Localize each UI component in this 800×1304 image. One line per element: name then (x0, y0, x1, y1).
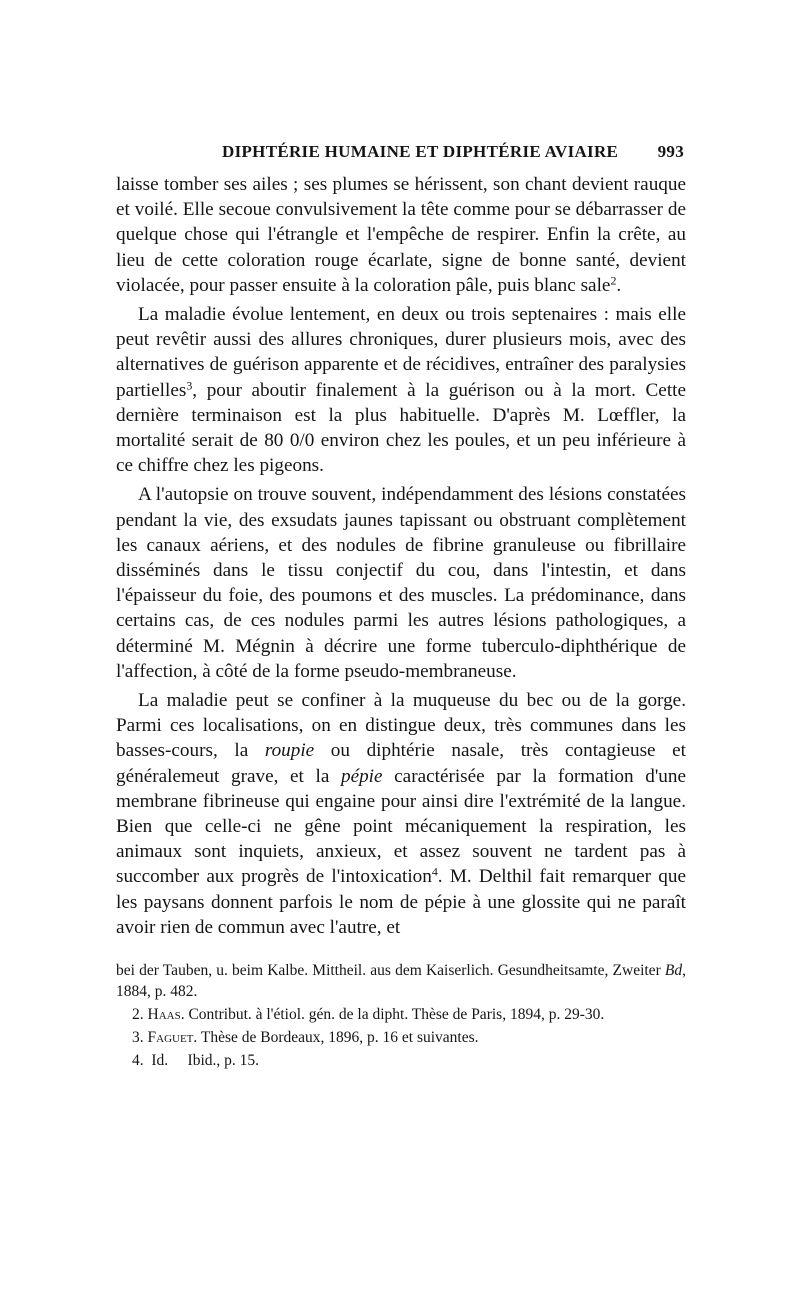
footnote-3-number: 3. (132, 1029, 144, 1047)
paragraph-4-tail: . M. Delthil fait remarquer que les paysans donnent parfois le nom de pépie à une glossite qui ne paraît avoir rien de commun avec l'autre, et (116, 866, 686, 938)
footnote-continuation-text: bei der Tauben, u. beim Kalbe. Mittheil. aus dem Kaiserlich. Gesundheitsamte, Zweiter (116, 962, 665, 980)
paragraph-1 (116, 172, 686, 298)
paragraph-4-text-b: ou diphtérie nasale, très contagieuse et généralemeut grave, et la (116, 740, 686, 787)
footnote-2-author: Haas (147, 1006, 181, 1024)
footnote-3 (116, 1027, 686, 1048)
page-number: 993 (657, 142, 684, 161)
paragraph-4 (116, 688, 686, 940)
paragraph-1-text: laisse tomber ses ailes ; ses plumes se hérissent, son chant devient rauque et voilé. Elle secoue convulsivement la tête comme pour se débarrasser de quelque chose qui l'étrangle et l'empêche de respirer. Enfin la crête, au lieu de cette coloration rouge écarlate, signe de bonne santé, devient violacée, pour passer ensuite à la coloration pâle, puis blanc sale (116, 174, 686, 296)
footnote-ref-2: 2 (610, 273, 617, 288)
main-text (116, 172, 686, 940)
footnote-2-number: 2. (132, 1006, 144, 1024)
term-roupie: roupie (264, 740, 315, 762)
paragraph-1-tail: . (616, 274, 622, 296)
footnote-ref-4: 4 (431, 864, 438, 879)
term-pepie: pépie (340, 765, 383, 787)
footnote-2 (116, 1004, 686, 1025)
footnote-4 (116, 1050, 686, 1071)
running-title: DIPHTÉRIE HUMAINE ET DIPHTÉRIE AVIAIRE (222, 142, 619, 161)
footnote-4-number: 4. (132, 1052, 144, 1070)
footnote-3-author: Faguet (147, 1029, 194, 1047)
paragraph-3-text: A l'autopsie on trouve souvent, indépendamment des lésions constatées pendant la vie, des exsudats jaunes tapissant ou obstruant complètement les canaux aériens, et des nodules de fibrine granuleuse ou fibrillaire disséminés dans le tissu conjectif du cou, dans l'intestin, et dans l'épaisseur du foie, des poumons et des muscles. La prédominance, dans certains cas, de ces nodules parmi les autres lésions pathologiques, a déterminé M. Mégnin à décrire une forme tuberculo-diphthérique de l'affection, à côté de la forme pseudo-membraneuse. (116, 484, 686, 682)
paragraph-4-text-c: caractérisée par la formation d'une membrane fibrineuse qui engaine pour ainsi dire l'extrémité de la langue. Bien que celle-ci ne gêne point mécaniquement la respiration, les animaux sont inquiets, anxieux, et assez souvent ne tardent pas à succomber aux progrès de l'intoxication (116, 765, 686, 888)
paragraph-2 (116, 302, 686, 478)
running-header (116, 140, 686, 166)
footnote-3-text: . Thèse de Bordeaux, 1896, p. 16 et suivantes. (193, 1029, 479, 1047)
paragraph-4-text-a: La maladie peut se confiner à la muqueuse du bec ou de la gorge. Parmi ces localisations, on en distingue deux, très communes dans les basses-cours, la (116, 690, 686, 762)
footnote-2-text: . Contribut. à l'étiol. gén. de la dipht. Thèse de Paris, 1894, p. 29-30. (180, 1006, 605, 1024)
footnote-4-text: Id. Ibid., p. 15. (151, 1052, 260, 1070)
footnote-ref-3: 3 (186, 378, 193, 393)
paragraph-3 (116, 482, 686, 684)
footnote-continuation-end: , 1884, p. 482. (116, 962, 686, 1001)
book-page (116, 140, 686, 1073)
paragraph-2-tail: , pour aboutir finalement à la guérison ou à la mort. Cette dernière terminaison est la plus habituelle. D'après M. Lœffler, la mortalité serait de 80 0/0 environ chez les poules, et un peu inférieure à ce chiffre chez les pigeons. (116, 379, 686, 477)
footnote-continuation-bd: Bd (664, 962, 683, 980)
footnotes (116, 960, 686, 1071)
paragraph-2-text: La maladie évolue lentement, en deux ou trois septenaires : mais elle peut revêtir aussi des allures chroniques, durer plusieurs mois, avec des alternatives de guérison apparente et de récidives, entraîner des paralysies partielles (116, 304, 686, 401)
footnote-continuation (116, 960, 686, 1002)
